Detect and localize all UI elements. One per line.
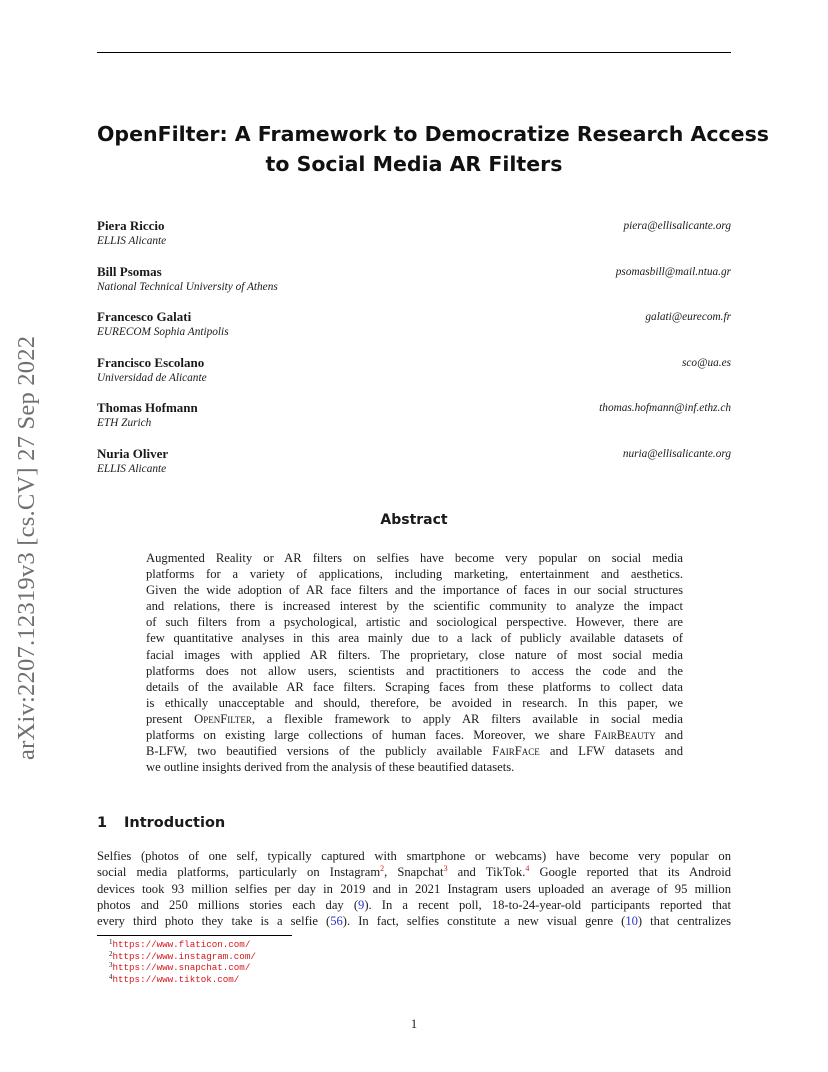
author-affiliation: Universidad de Alicante <box>97 372 207 384</box>
intro-line: Selfies (photos of one self, typically captured with smartphone or webcams) have become very popular on <box>97 849 731 863</box>
author-name: Francesco Galati <box>97 309 192 324</box>
abstract-line: and relations, there is increased interest by the scientific community to analyze the impact <box>146 599 683 614</box>
author-block <box>97 446 731 480</box>
abstract-line: we outline insights derived from the analysis of these beautified datasets. <box>146 760 515 775</box>
abstract-line <box>146 743 683 759</box>
author-email: sco@ua.es <box>682 357 731 369</box>
abstract-text: platforms on existing large collections of human faces. Moreover, we share <box>146 728 595 743</box>
intro-line <box>97 864 731 880</box>
footnote-ref[interactable]: 2 <box>380 864 385 874</box>
top-rule <box>97 52 731 53</box>
intro-text: ) that centralizes <box>637 914 731 929</box>
footnote <box>109 962 256 974</box>
footnote <box>109 939 256 951</box>
intro-text: and TikTok. <box>447 865 526 880</box>
abstract-line: Augmented Reality or AR filters on selfies have become very popular on social media <box>146 551 683 565</box>
footnote <box>109 951 256 963</box>
author-affiliation: National Technical University of Athens <box>97 281 278 293</box>
author-email: galati@eurecom.fr <box>645 311 731 323</box>
intro-line <box>97 897 731 913</box>
author-name: Piera Riccio <box>97 218 165 233</box>
framework-name: OpenFilter <box>194 711 252 726</box>
abstract-line: few quantitative analyses in this area mainly due to a lack of publicly available datasets of <box>146 631 683 646</box>
author-name: Bill Psomas <box>97 264 162 279</box>
footnote-link[interactable]: https://www.instagram.com/ <box>112 950 256 962</box>
author-affiliation: EURECOM Sophia Antipolis <box>97 326 229 338</box>
author-affiliation: ETH Zurich <box>97 417 152 429</box>
dataset-name: FairBeauty <box>594 728 656 743</box>
author-email: nuria@ellisalicante.org <box>622 448 731 460</box>
footnotes <box>109 939 256 986</box>
intro-text: photos and 250 millions stories each day ( <box>97 897 359 912</box>
abstract-line: details of the available AR face filters. Scraping faces from these platforms to collect data <box>146 679 683 694</box>
footnote-number: 1 <box>109 938 113 946</box>
section-number: 1 <box>97 815 108 831</box>
abstract-heading: Abstract <box>380 512 448 528</box>
intro-text: , Snapchat <box>384 865 444 880</box>
intro-line <box>97 913 731 929</box>
abstract-body <box>146 550 683 775</box>
author-affiliation: ELLIS Alicante <box>97 235 167 247</box>
abstract-line: of such filters from a psychological, artistic and sociological perspective. However, there are <box>146 615 683 630</box>
intro-text: ). In fact, selfies constitute a new visual genre ( <box>342 914 626 929</box>
dataset-name: FairFace <box>492 744 540 759</box>
footnote-number: 3 <box>109 961 113 970</box>
footnote-link[interactable]: https://www.tiktok.com/ <box>112 974 240 986</box>
section-title: Introduction <box>124 815 226 831</box>
citation-link[interactable]: 10 <box>625 914 638 929</box>
author-block <box>97 218 731 252</box>
abstract-line: platforms for a variety of applications, including marketing, entertainment and aesthetics. <box>146 567 683 582</box>
abstract-line: Given the wide adoption of AR face filters and the importance of faces in our social structures <box>146 583 683 598</box>
footnote-link[interactable]: https://www.flaticon.com/ <box>112 939 251 950</box>
intro-text: social media platforms, particularly on Instagram <box>97 865 381 880</box>
abstract-text: and <box>655 728 683 743</box>
abstract-line: is ethically unacceptable and should, therefore, be avoided in research. In this paper, we <box>146 695 683 710</box>
footnote-number: 2 <box>109 949 113 958</box>
author-name: Francisco Escolano <box>97 355 205 370</box>
author-block <box>97 400 731 434</box>
footnote-number: 4 <box>109 973 113 982</box>
author-email: piera@ellisalicante.org <box>623 220 731 232</box>
footnote-ref[interactable]: 3 <box>443 864 448 874</box>
footnote-rule <box>97 935 292 936</box>
footnote-link[interactable]: https://www.snapchat.com/ <box>112 962 251 974</box>
author-block <box>97 355 731 389</box>
footnote <box>109 974 256 986</box>
author-block <box>97 309 731 343</box>
author-email: psomasbill@mail.ntua.gr <box>615 266 731 278</box>
intro-text: ). In a recent poll, 18-to-24-year-old participants reported that <box>364 897 731 912</box>
abstract-text: and LFW datasets and <box>539 744 683 759</box>
intro-line: devices took 93 million selfies per day in 2019 and in 2021 Instagram users uploaded an average of 95 million <box>97 881 731 896</box>
abstract-line: facial images with applied AR filters. The proprietary, close nature of most social media <box>146 647 683 662</box>
section-heading <box>97 813 225 833</box>
abstract-text: present <box>146 711 195 726</box>
page-number: 1 <box>410 1017 418 1031</box>
title-line-2: to Social Media AR Filters <box>265 152 563 176</box>
introduction-body <box>97 848 731 929</box>
abstract-line <box>146 711 683 727</box>
author-email: thomas.hofmann@inf.ethz.ch <box>599 402 731 414</box>
author-name: Thomas Hofmann <box>97 400 198 415</box>
arxiv-stamp: arXiv:2207.12319v3 [cs.CV] 27 Sep 2022 <box>13 335 40 760</box>
abstract-text: , a flexible framework to apply AR filters available in social media <box>251 711 684 726</box>
title-line-1: OpenFilter: A Framework to Democratize Research Access <box>97 122 769 146</box>
paper-title <box>97 119 769 179</box>
citation-link[interactable]: 56 <box>330 914 343 929</box>
footnote-ref[interactable]: 4 <box>525 864 530 874</box>
author-block <box>97 264 731 298</box>
intro-text: every third photo they take is a selfie ( <box>97 914 331 929</box>
author-affiliation: ELLIS Alicante <box>97 463 167 475</box>
author-name: Nuria Oliver <box>97 446 169 461</box>
intro-text: Google reported that its Android <box>529 865 732 880</box>
citation-link[interactable]: 9 <box>358 897 365 912</box>
abstract-text: B-LFW, two beautified versions of the publicly available <box>146 744 493 759</box>
abstract-line <box>146 727 683 743</box>
abstract-line: platforms does not allow users, scientists and practitioners to access the code and the <box>146 663 683 678</box>
